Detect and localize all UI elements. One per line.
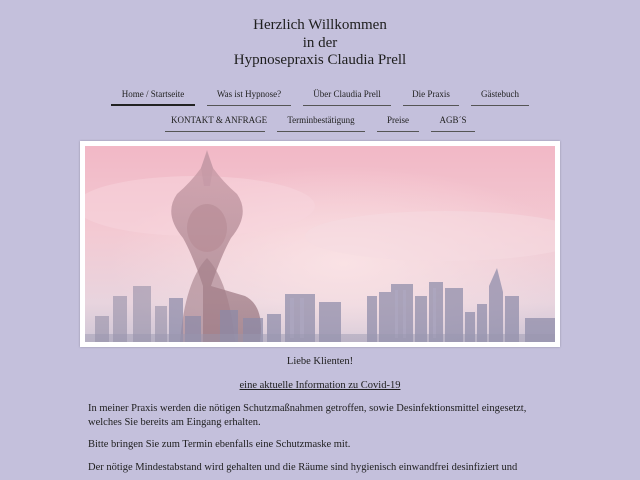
main-nav-row-1	[0, 88, 640, 106]
nav-item-die-praxis[interactable]: Die Praxis	[403, 88, 459, 106]
paragraph-mindestabstand: Der nötige Mindestabstand wird gehalten und die Räume sind hygienisch einwandfrei desinfiziert und	[88, 461, 518, 473]
site-title-line-2: in der	[302, 34, 338, 51]
nav-item-kontakt-anfrage[interactable]: KONTAKT & ANFRAGE	[165, 114, 265, 132]
nav-item-terminbestaetigung[interactable]: Terminbestätigung	[277, 114, 365, 132]
nav-item-ueber-claudia-prell[interactable]: Über Claudia Prell	[303, 88, 391, 106]
yoga-skyline-image	[85, 146, 555, 342]
nav-item-gaestebuch[interactable]: Gästebuch	[471, 88, 529, 106]
main-content	[88, 355, 552, 480]
paragraph-schutzmaske: Bitte bringen Sie zum Termin ebenfalls eine Schutzmaske mit.	[88, 439, 351, 450]
hero-image-frame	[80, 141, 560, 347]
nav-item-home[interactable]: Home / Startseite	[111, 88, 195, 106]
site-title-line-1: Herzlich Willkommen	[253, 17, 387, 33]
site-title	[0, 17, 640, 70]
paragraph-schutzmassnahmen: In meiner Praxis werden die nötigen Schutzmaßnahmen getroffen, sowie Desinfektionsmittel eingesetzt, welches Sie bereits am Eingang erhalten.	[88, 403, 527, 428]
nav-item-preise[interactable]: Preise	[377, 114, 419, 132]
site-title-line-3: Hypnosepraxis Claudia Prell	[233, 52, 407, 68]
main-nav-row-2	[0, 114, 640, 132]
nav-item-was-ist-hypnose[interactable]: Was ist Hypnose?	[207, 88, 291, 106]
nav-item-agbs[interactable]: AGB´S	[431, 114, 475, 132]
greeting-text: Liebe Klienten!	[286, 356, 354, 367]
covid-info-link[interactable]: eine aktuelle Information zu Covid-19	[239, 379, 401, 391]
